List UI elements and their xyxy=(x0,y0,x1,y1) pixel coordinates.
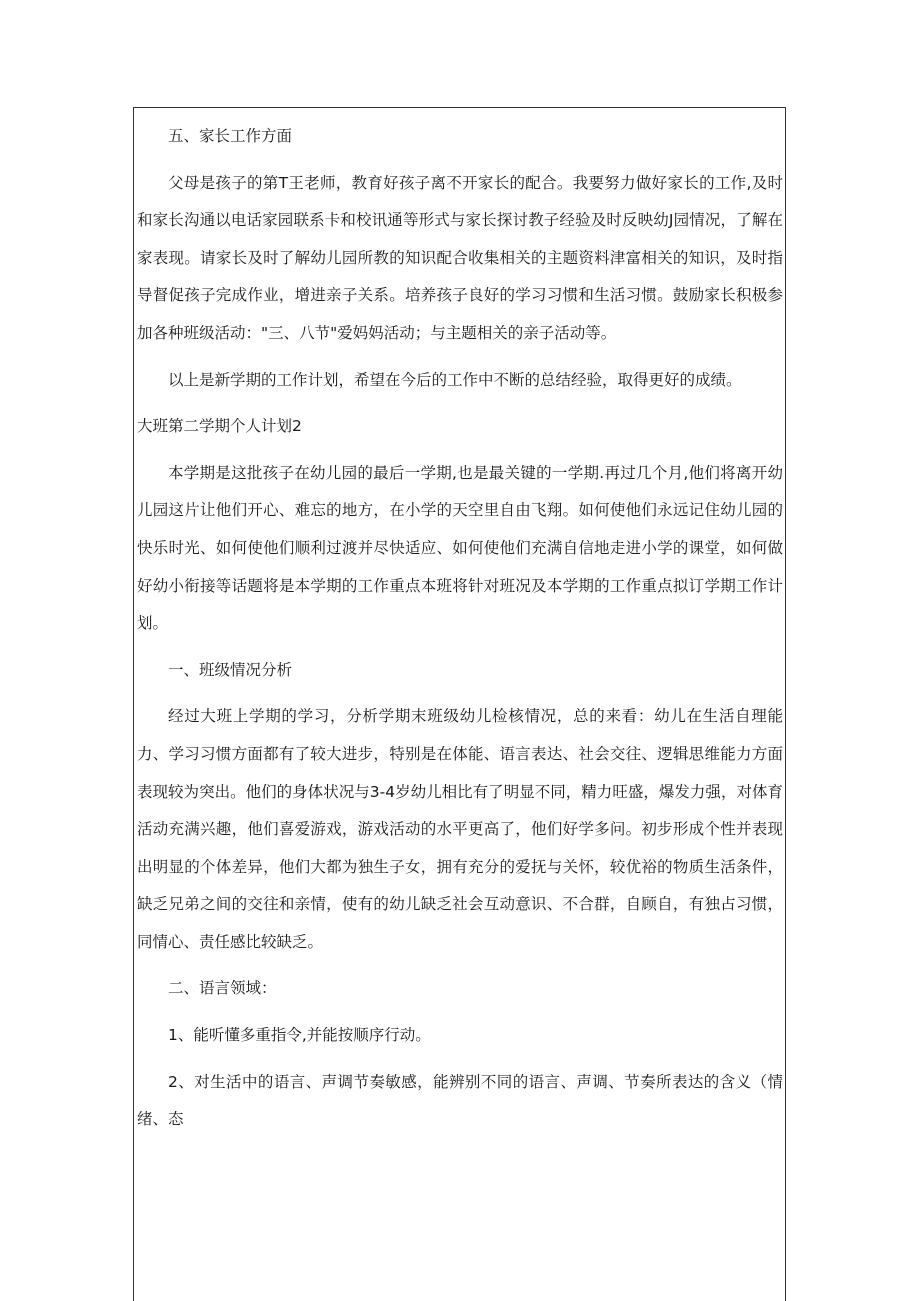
section-heading-parent-work: 五、家长工作方面 xyxy=(168,127,293,145)
section-heading-language: 二、语言领域： xyxy=(168,979,277,998)
paragraph-summary: 以上是新学期的工作计划，希望在今后的工作中不断的总结经验，取得更好的成绩。 xyxy=(168,370,742,389)
list-item-1: 1、能听懂多重指令,并能按顺序行动。 xyxy=(168,1026,431,1045)
paragraph-intro: 本学期是这批孩子在幼儿园的最后一学期,也是最关键的一学期.再过几个月,他们将离开幼儿园这片让他们开心、难忘的地方，在小学的天空里自由飞翔。如何使他们永远记住幼儿园的快乐时光、如何使他们顺利过渡并尽快适应、如何使他们充满自信地走进小学的课堂，如何做好幼小衔接等话题将是本学期的工作重点本班将针对班况及本学期的工作重点拟订学期工作计划。 xyxy=(137,463,783,633)
document-body xyxy=(137,118,783,1148)
paragraph-parent-work: 父母是孩子的第T王老师，教育好孩子离不开家长的配合。我要努力做好家长的工作,及时和家长沟通以电话家园联系卡和校讯通等形式与家长探讨教子经验及时反映幼J园情况，了解在家表现。请家长及时了解幼儿园所教的知识配合收集相关的主题资料津富相关的知识，及时指导督促孩子完成作业，增进亲子关系。培养孩子良好的学习习惯和生活习惯。鼓励家长积极参加各种班级活动："三、八节"爱妈妈活动；与主题相关的亲子活动等。 xyxy=(137,173,783,342)
document-title: 大班第二学期个人计划2 xyxy=(137,417,302,436)
list-item-2: 2、对生活中的语言、声调节奏敏感，能辨别不同的语言、声调、节奏所表达的含义（情绪、态 xyxy=(137,1072,783,1129)
paragraph-class-analysis: 经过大班上学期的学习，分析学期末班级幼儿检核情况，总的来看：幼儿在生活自理能力、学习习惯方面都有了较大进步，特别是在体能、语言表达、社会交往、逻辑思维能力方面表现较为突出。他们的身体状况与3-4岁幼儿相比有了明显不同，精力旺盛，爆发力强，对体育活动充满兴趣，他们喜爱游戏，游戏活动的水平更高了，他们好学多问。初步形成个性并表现出明显的个体差异，他们大都为独生子女，拥有充分的爱抚与关怀，较优裕的物质生活条件，缺乏兄弟之间的交往和亲情，使有的幼儿缺乏社会互动意识、不合群，自顾自，有独占习惯，同情心、责任感比较缺乏。 xyxy=(137,707,783,951)
section-heading-class-analysis: 一、班级情况分析 xyxy=(168,660,293,679)
